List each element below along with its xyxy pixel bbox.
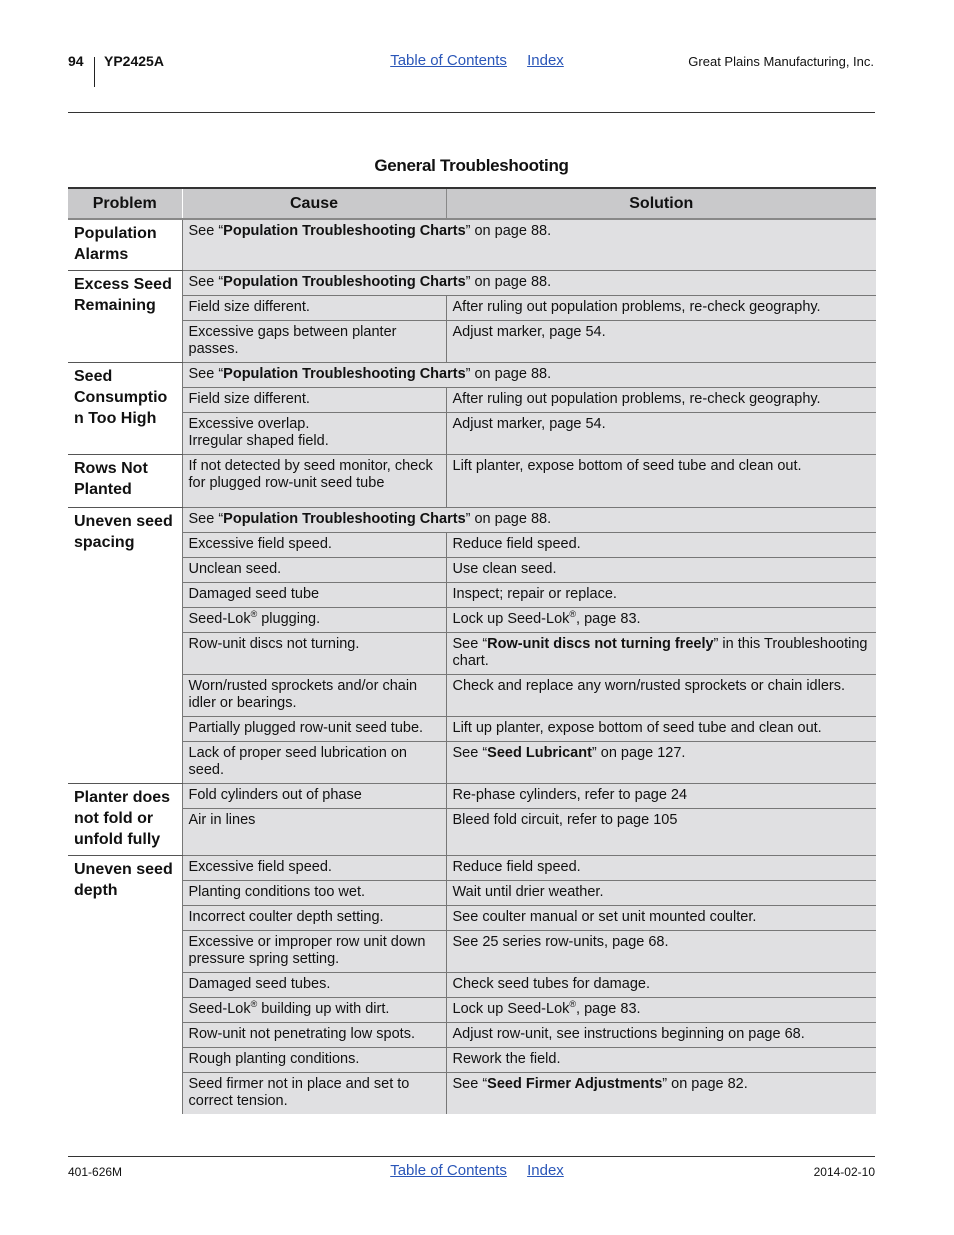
solution-cell: Lift up planter, expose bottom of seed tube and clean out.	[446, 717, 876, 742]
header-rule	[68, 112, 875, 113]
cause-cell: Field size different.	[182, 388, 446, 413]
table-row	[68, 321, 876, 363]
solution-cell: Wait until drier weather.	[446, 881, 876, 906]
footer-doc-number: 401-626M	[68, 1165, 123, 1179]
solution-cell: Check and replace any worn/rusted sprockets or chain idlers.	[446, 675, 876, 717]
problem-cell: Planter does not fold or unfold fully	[68, 784, 182, 856]
table-row	[68, 533, 876, 558]
cause-cell: Partially plugged row-unit seed tube.	[182, 717, 446, 742]
problem-cell: Population Alarms	[68, 219, 182, 271]
table-row	[68, 1048, 876, 1073]
solution-cell: See 25 series row-units, page 68.	[446, 931, 876, 973]
table-row	[68, 973, 876, 998]
cause-cell: See “Population Troubleshooting Charts” on page 88.	[182, 363, 876, 388]
solution-cell: Lock up Seed-Lok®, page 83.	[446, 998, 876, 1023]
cause-cell: Incorrect coulter depth setting.	[182, 906, 446, 931]
solution-cell: See coulter manual or set unit mounted coulter.	[446, 906, 876, 931]
cause-cell: Row-unit discs not turning.	[182, 633, 446, 675]
cause-cell: Excessive overlap. Irregular shaped field.	[182, 413, 446, 455]
solution-cell: See “Row-unit discs not turning freely” in this Troubleshooting chart.	[446, 633, 876, 675]
solution-cell: Reduce field speed.	[446, 533, 876, 558]
table-row	[68, 608, 876, 633]
table-row	[68, 906, 876, 931]
solution-cell: Inspect; repair or replace.	[446, 583, 876, 608]
cause-cell: Excessive field speed.	[182, 533, 446, 558]
solution-cell: Check seed tubes for damage.	[446, 973, 876, 998]
problem-cell: Rows Not Planted	[68, 455, 182, 508]
table-row	[68, 363, 876, 388]
cause-cell: Excessive field speed.	[182, 856, 446, 881]
problem-cell: Uneven seed depth	[68, 856, 182, 1115]
solution-cell: Lock up Seed-Lok®, page 83.	[446, 608, 876, 633]
table-row	[68, 856, 876, 881]
seed-lubricant-ref: Seed Lubricant	[487, 745, 592, 761]
pop-charts-ref: Population Troubleshooting Charts	[223, 511, 466, 527]
cause-cell: Damaged seed tubes.	[182, 973, 446, 998]
problem-cell: Seed Consumptio n Too High	[68, 363, 182, 455]
solution-cell: Re-phase cylinders, refer to page 24	[446, 784, 876, 809]
table-row	[68, 675, 876, 717]
footer-date: 2014-02-10	[813, 1165, 875, 1179]
solution-cell: See “Seed Lubricant” on page 127.	[446, 742, 876, 784]
document-id: YP2425A	[104, 53, 164, 69]
table-row	[68, 583, 876, 608]
cause-cell: Worn/rusted sprockets and/or chain idler or bearings.	[182, 675, 446, 717]
cause-cell: Row-unit not penetrating low spots.	[182, 1023, 446, 1048]
page-title: General Troubleshooting	[374, 156, 569, 175]
cause-cell: Unclean seed.	[182, 558, 446, 583]
table-row	[68, 784, 876, 809]
table-row	[68, 1073, 876, 1115]
index-link[interactable]: Index	[527, 52, 564, 69]
solution-cell: Adjust marker, page 54.	[446, 321, 876, 363]
cause-cell: Planting conditions too wet.	[182, 881, 446, 906]
page-number: 94	[68, 53, 84, 69]
pop-charts-ref: Population Troubleshooting Charts	[223, 274, 466, 290]
table-row	[68, 881, 876, 906]
col-header-solution: Solution	[446, 188, 876, 219]
table-row	[68, 742, 876, 784]
cause-cell: See “Population Troubleshooting Charts” on page 88.	[182, 219, 876, 271]
solution-cell: Reduce field speed.	[446, 856, 876, 881]
solution-cell: See “Seed Firmer Adjustments” on page 82.	[446, 1073, 876, 1115]
solution-cell: After ruling out population problems, re-check geography.	[446, 296, 876, 321]
table-row	[68, 296, 876, 321]
cause-cell: Field size different.	[182, 296, 446, 321]
cause-cell: See “Population Troubleshooting Charts” on page 88.	[182, 508, 876, 533]
cause-cell: Fold cylinders out of phase	[182, 784, 446, 809]
table-header-row	[68, 188, 876, 219]
table-row	[68, 455, 876, 508]
col-header-cause: Cause	[182, 188, 446, 219]
cause-cell: If not detected by seed monitor, check for plugged row-unit seed tube	[182, 455, 446, 508]
cause-cell: Seed-Lok® plugging.	[182, 608, 446, 633]
solution-cell: Use clean seed.	[446, 558, 876, 583]
company-name: Great Plains Manufacturing, Inc.	[688, 54, 874, 69]
cause-cell: Lack of proper seed lubrication on seed.	[182, 742, 446, 784]
problem-cell: Excess Seed Remaining	[68, 271, 182, 363]
solution-cell: Rework the field.	[446, 1048, 876, 1073]
cause-cell: Excessive or improper row unit down pressure spring setting.	[182, 931, 446, 973]
solution-cell: After ruling out population problems, re-check geography.	[446, 388, 876, 413]
cause-cell: Damaged seed tube	[182, 583, 446, 608]
pop-charts-ref: Population Troubleshooting Charts	[223, 366, 466, 382]
cause-cell: Seed firmer not in place and set to correct tension.	[182, 1073, 446, 1115]
troubleshooting-table	[68, 187, 876, 1114]
seed-firmer-ref: Seed Firmer Adjustments	[487, 1076, 663, 1092]
table-row	[68, 219, 876, 271]
table-row	[68, 558, 876, 583]
cause-cell: Excessive gaps between planter passes.	[182, 321, 446, 363]
solution-cell: Bleed fold circuit, refer to page 105	[446, 809, 876, 856]
solution-cell: Lift planter, expose bottom of seed tube and clean out.	[446, 455, 876, 508]
solution-cell: Adjust marker, page 54.	[446, 413, 876, 455]
toc-link[interactable]: Table of Contents	[390, 52, 507, 69]
table-row	[68, 717, 876, 742]
table-row	[68, 633, 876, 675]
problem-cell: Uneven seed spacing	[68, 508, 182, 784]
footer-toc-link[interactable]: Table of Contents	[390, 1162, 507, 1179]
cause-cell: Air in lines	[182, 809, 446, 856]
table-row	[68, 998, 876, 1023]
table-row	[68, 413, 876, 455]
table-row	[68, 809, 876, 856]
rowunit-discs-ref: Row-unit discs not turning freely	[487, 636, 714, 652]
table-row	[68, 1023, 876, 1048]
table-row	[68, 388, 876, 413]
footer-rule	[68, 1156, 875, 1157]
footer-links	[0, 1162, 954, 1179]
table-row	[68, 508, 876, 533]
solution-cell: Adjust row-unit, see instructions beginning on page 68.	[446, 1023, 876, 1048]
footer-index-link[interactable]: Index	[527, 1162, 564, 1179]
page-header	[0, 0, 954, 120]
table-row	[68, 271, 876, 296]
cause-cell: Seed-Lok® building up with dirt.	[182, 998, 446, 1023]
cause-cell: Rough planting conditions.	[182, 1048, 446, 1073]
pop-charts-ref: Population Troubleshooting Charts	[223, 223, 466, 239]
cause-cell: See “Population Troubleshooting Charts” on page 88.	[182, 271, 876, 296]
table-row	[68, 931, 876, 973]
col-header-problem: Problem	[68, 188, 182, 219]
